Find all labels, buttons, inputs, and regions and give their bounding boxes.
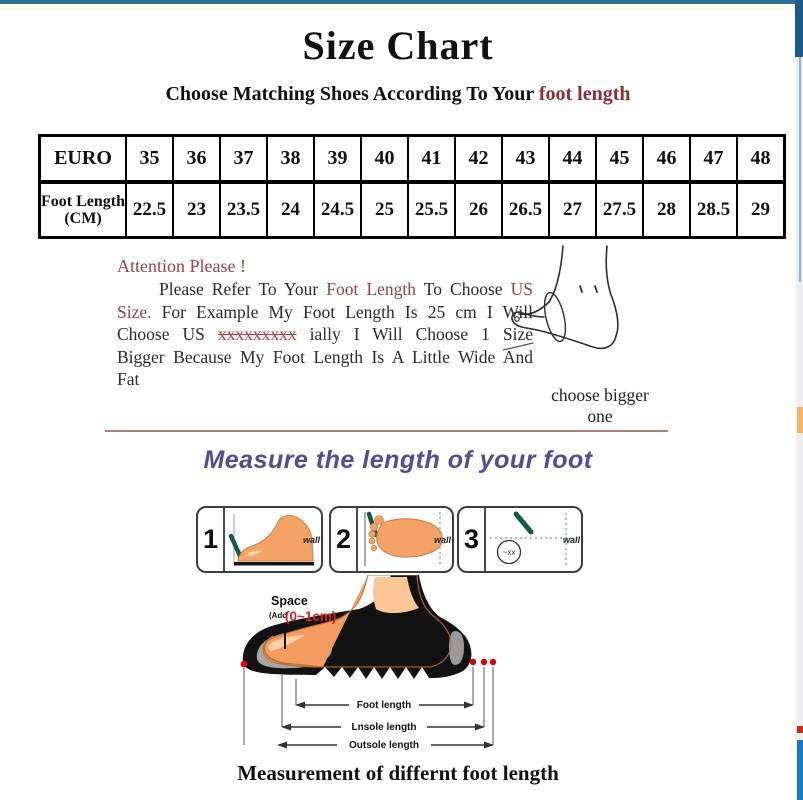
euro-cell: 40 bbox=[361, 136, 408, 183]
euro-cell: 43 bbox=[502, 136, 549, 183]
attention-block bbox=[117, 256, 533, 391]
insole-length-label: Lnsole length bbox=[351, 722, 417, 733]
foot-length-label: Foot length bbox=[356, 700, 412, 711]
space-label: Space bbox=[271, 594, 308, 608]
measure-step-1 bbox=[196, 506, 323, 573]
attention-text: ially I Will Choose 1 Size Bigger Because My Foot Length Is A Little Wide And Fat bbox=[117, 324, 533, 389]
step-number: 3 bbox=[459, 508, 486, 571]
size-table bbox=[38, 134, 786, 239]
foot-measurement-diagram bbox=[233, 575, 508, 757]
cm-cell: 24.5 bbox=[314, 182, 361, 238]
attention-paragraph bbox=[117, 278, 533, 391]
euro-cell: 42 bbox=[455, 136, 502, 183]
cm-cell: 26.5 bbox=[502, 182, 549, 238]
cm-cell: 25.5 bbox=[408, 182, 455, 238]
page-title: Size Chart bbox=[302, 23, 494, 68]
euro-cell: 45 bbox=[596, 136, 643, 183]
attention-us-size: US Size. bbox=[117, 279, 533, 322]
cm-cell: 27.5 bbox=[596, 182, 643, 238]
step-number: 2 bbox=[331, 508, 358, 571]
cm-cell: 23 bbox=[173, 182, 220, 238]
cm-cell: 22.5 bbox=[126, 182, 173, 238]
right-edge-red-mark bbox=[797, 726, 803, 733]
attention-text: Please Refer To Your bbox=[159, 279, 327, 299]
add-value: (0~1cm) bbox=[285, 609, 337, 624]
cm-cell: 28 bbox=[643, 182, 690, 238]
euro-cell: 41 bbox=[408, 136, 455, 183]
bottom-caption: Measurement of differnt foot length bbox=[237, 761, 559, 785]
section-divider bbox=[105, 430, 668, 432]
footlength-row-label: Foot Length (CM) bbox=[40, 182, 127, 238]
euro-cell: 36 bbox=[173, 136, 220, 183]
cm-cell: 29 bbox=[737, 182, 785, 238]
attention-text: For Example My Foot Length Is 25 cm I Will Choose US bbox=[117, 301, 533, 344]
cm-cell: 28.5 bbox=[690, 182, 737, 238]
cm-cell: 25 bbox=[361, 182, 408, 238]
right-edge-blue-top bbox=[795, 0, 803, 57]
wall-label: wall bbox=[562, 534, 580, 545]
right-edge-orange-block bbox=[797, 407, 803, 433]
foot-sketch-illustration bbox=[503, 242, 665, 370]
euro-cell: 48 bbox=[737, 136, 785, 183]
subtitle-highlight: foot length bbox=[538, 83, 631, 105]
euro-row-label: EURO bbox=[40, 136, 127, 183]
attention-heading: Attention Please ! bbox=[117, 256, 246, 276]
attention-foot-length: Foot Length bbox=[326, 279, 417, 299]
cm-cell: 23.5 bbox=[220, 182, 267, 238]
euro-cell: 46 bbox=[643, 136, 690, 183]
right-edge-blue-bottom bbox=[797, 740, 803, 800]
wall-label: wall bbox=[433, 534, 451, 545]
cm-cell: 26 bbox=[455, 182, 502, 238]
wall-label: wall bbox=[302, 534, 320, 545]
euro-cell: 37 bbox=[220, 136, 267, 183]
cm-cell: 24 bbox=[267, 182, 314, 238]
measure-section-heading: Measure the length of your foot bbox=[203, 446, 593, 474]
choose-bigger-note: choose bigger one bbox=[551, 385, 649, 426]
euro-cell: 39 bbox=[314, 136, 361, 183]
euro-cell: 47 bbox=[690, 136, 737, 183]
measure-step-2 bbox=[329, 506, 454, 573]
attention-strikethrough: xxxxxxxxx bbox=[217, 324, 297, 344]
table-row-footlength bbox=[40, 182, 785, 238]
attention-text: To Choose bbox=[416, 279, 511, 299]
step-number: 1 bbox=[198, 508, 225, 571]
outsole-length-label: Outsole length bbox=[349, 740, 419, 751]
euro-cell: 38 bbox=[267, 136, 314, 183]
measure-step-3 bbox=[457, 506, 583, 573]
top-cream-strip bbox=[0, 4, 803, 11]
right-edge-blue-line bbox=[799, 57, 801, 282]
circle-label: ~xx bbox=[502, 548, 516, 557]
subtitle bbox=[0, 83, 796, 106]
add-label: (Add bbox=[269, 611, 288, 620]
cm-cell: 27 bbox=[549, 182, 596, 238]
euro-cell: 35 bbox=[126, 136, 173, 183]
subtitle-text: Choose Matching Shoes According To Your bbox=[165, 83, 539, 105]
euro-cell: 44 bbox=[549, 136, 596, 183]
table-row-euro bbox=[40, 136, 785, 183]
